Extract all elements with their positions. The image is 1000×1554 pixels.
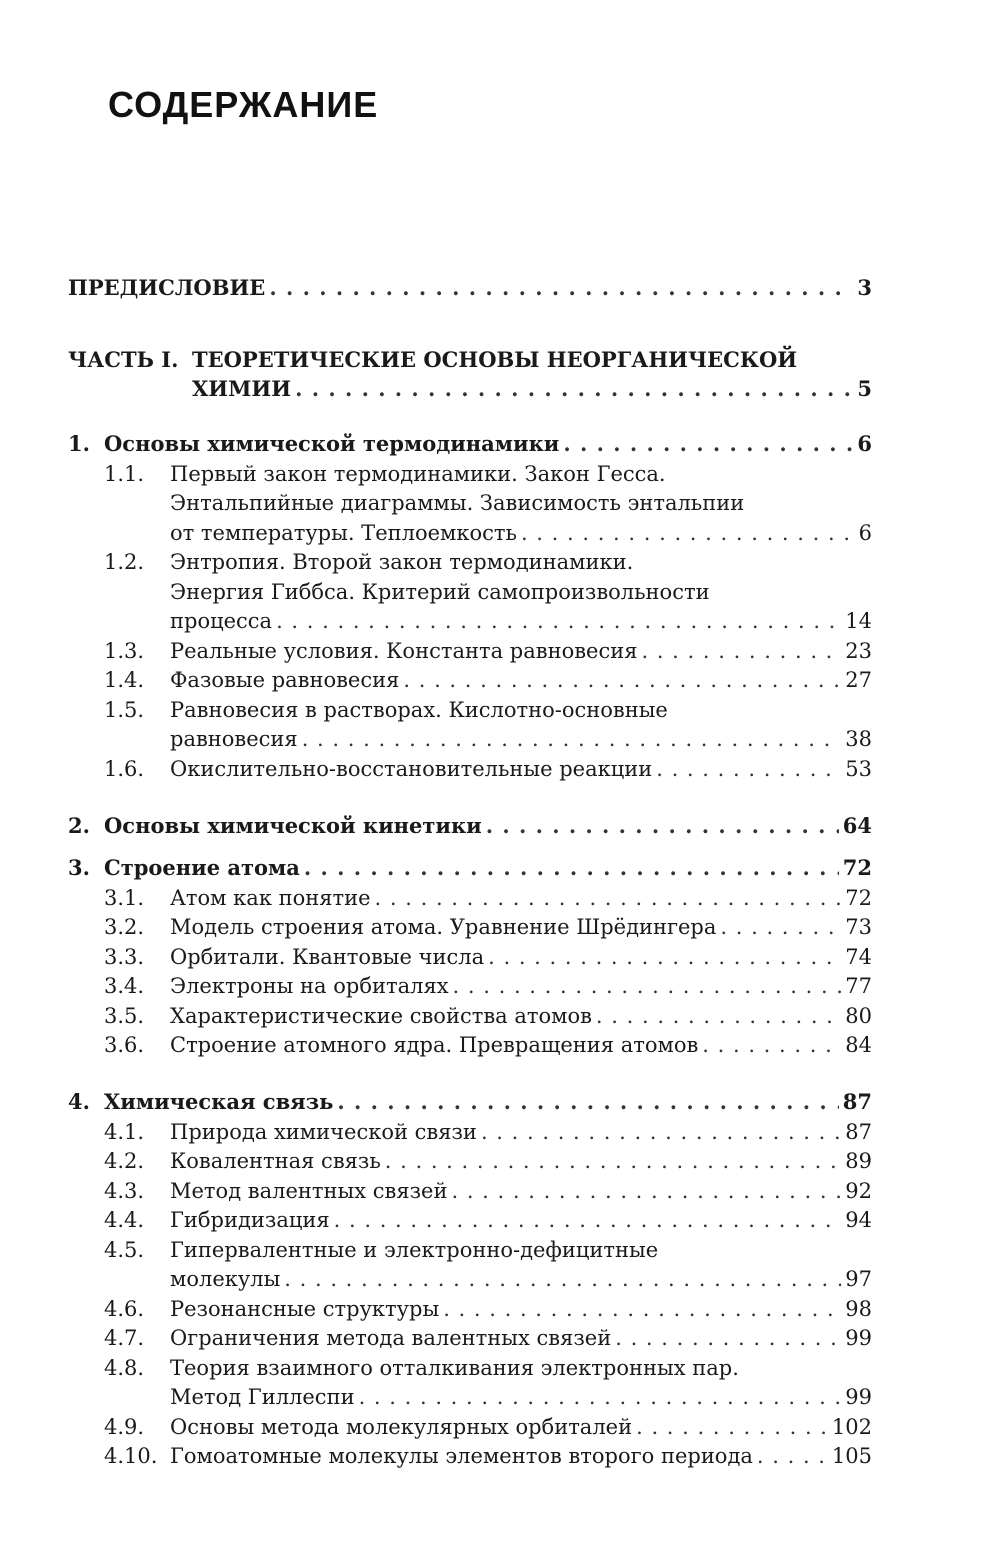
toc-section-4-3[interactable]	[170, 1179, 872, 1203]
toc-chapter-3[interactable]	[104, 856, 872, 880]
leader-dots	[615, 1326, 841, 1350]
chapter-number: 1.	[68, 431, 90, 456]
section-number: 3.6.	[104, 1033, 145, 1057]
section-title-line: Первый закон термодинамики. Закон Гесса.	[170, 461, 666, 486]
toc-entry-label: Резонансные структуры	[170, 1296, 440, 1321]
toc-page-number: 3	[857, 275, 872, 300]
toc-page-number: 80	[845, 1003, 872, 1028]
toc-entry-label: от температуры. Теплоемкость	[170, 520, 517, 545]
toc-section-1-5[interactable]	[170, 727, 872, 751]
toc-entry-preface[interactable]	[68, 276, 872, 300]
toc-chapter-4[interactable]	[104, 1090, 872, 1114]
part-label: ЧАСТЬ I.	[68, 347, 179, 372]
toc-entry-label: Химическая связь	[104, 1089, 334, 1114]
toc-page-number: 87	[845, 1119, 872, 1144]
toc-section-1-4[interactable]	[170, 668, 872, 692]
toc-section-4-10[interactable]	[170, 1444, 872, 1468]
section-number: 1.3.	[104, 638, 145, 663]
toc-page-number: 5	[857, 376, 872, 401]
section-number: 4.5.	[104, 1237, 145, 1262]
toc-chapter-2[interactable]	[104, 814, 872, 838]
leader-dots	[304, 856, 839, 880]
toc-page-number: 73	[845, 915, 872, 939]
chapter-number: 3.	[68, 855, 90, 880]
toc-entry-label: Фазовые равновесия	[170, 668, 400, 692]
toc-section-4-1[interactable]	[170, 1120, 872, 1144]
section-number: 3.1.	[104, 885, 145, 910]
toc-section-1-3[interactable]	[170, 639, 872, 663]
section-number: 3.3.	[104, 944, 145, 969]
section-title-line: Энтальпийные диаграммы. Зависимость энтальпии	[170, 491, 745, 515]
toc-page-number: 53	[845, 756, 872, 781]
section-number: 4.9.	[104, 1414, 145, 1439]
toc-entry-label: Строение атомного ядра. Превращения атомов	[170, 1033, 699, 1057]
leader-dots	[521, 521, 855, 545]
leader-dots	[302, 727, 842, 751]
toc-entry-label: Гомоатомные молекулы элементов второго периода	[170, 1444, 753, 1468]
toc-entry-label: Орбитали. Квантовые числа	[170, 944, 485, 969]
leader-dots	[284, 1267, 841, 1291]
toc-page-number: 64	[842, 813, 872, 838]
toc-page-number: 98	[845, 1296, 872, 1321]
chapter-number: 2.	[68, 813, 90, 838]
section-title-line: Равновесия в растворах. Кислотно-основные	[170, 697, 668, 722]
toc-page-number: 27	[845, 668, 872, 692]
section-number: 3.4.	[104, 974, 145, 998]
leader-dots	[720, 915, 841, 939]
toc-page-number: 72	[842, 855, 872, 880]
leader-dots	[481, 1120, 841, 1144]
toc-page-number: 102	[831, 1414, 872, 1439]
toc-page-number: 97	[845, 1267, 872, 1291]
section-number: 1.1.	[104, 461, 145, 486]
section-number: 3.2.	[104, 915, 145, 939]
leader-dots	[757, 1444, 828, 1468]
toc-section-4-8[interactable]	[170, 1385, 872, 1409]
section-number: 1.2.	[104, 550, 145, 574]
toc-section-4-5[interactable]	[170, 1267, 872, 1291]
toc-entry-label: Основы метода молекулярных орбиталей	[170, 1414, 633, 1439]
section-number: 3.5.	[104, 1003, 145, 1028]
section-title-line: Энтропия. Второй закон термодинамики.	[170, 550, 634, 574]
toc-section-1-1[interactable]	[170, 521, 872, 545]
leader-dots	[596, 1004, 841, 1028]
toc-entry-label: Окислительно-восстановительные реакции	[170, 756, 653, 781]
toc-section-4-2[interactable]	[170, 1149, 872, 1173]
toc-entry-label: Характеристические свойства атомов	[170, 1003, 592, 1028]
section-title-line: Гипервалентные и электронно-дефицитные	[170, 1237, 659, 1262]
toc-entry-label: Модель строения атома. Уравнение Шрёдингера	[170, 915, 717, 939]
toc-chapter-1[interactable]	[104, 432, 872, 456]
leader-dots	[385, 1149, 841, 1173]
toc-entry-label: Реальные условия. Константа равновесия	[170, 638, 638, 663]
section-title-line: Теория взаимного отталкивания электронных пар.	[170, 1355, 739, 1380]
leader-dots	[334, 1208, 842, 1232]
toc-section-1-2[interactable]	[170, 609, 872, 633]
toc-entry-label: Гибридизация	[170, 1208, 330, 1232]
toc-section-3-4[interactable]	[170, 974, 872, 998]
toc-entry-label: Электроны на орбиталях	[170, 974, 449, 998]
page-title: СОДЕРЖАНИЕ	[108, 84, 379, 125]
toc-entry-label: молекулы	[170, 1267, 281, 1291]
toc-page-number: 77	[845, 974, 872, 998]
leader-dots	[276, 609, 841, 633]
toc-entry-label: Основы химической кинетики	[104, 813, 482, 838]
toc-entry-label: Атом как понятие	[170, 885, 371, 910]
toc-section-4-6[interactable]	[170, 1297, 872, 1321]
section-number: 4.10.	[104, 1444, 158, 1468]
leader-dots	[702, 1033, 841, 1057]
toc-entry-label: Ковалентная связь	[170, 1149, 381, 1173]
toc-page-number: 72	[845, 885, 872, 910]
toc-page-number: 14	[845, 609, 872, 633]
toc-entry-label: ПРЕДИСЛОВИЕ	[68, 275, 266, 300]
toc-page-number: 89	[845, 1149, 872, 1173]
toc-section-4-9[interactable]	[170, 1415, 872, 1439]
toc-section-1-6[interactable]	[170, 757, 872, 781]
toc-page-number: 105	[831, 1444, 872, 1468]
toc-entry-label: Строение атома	[104, 855, 300, 880]
toc-page-number: 94	[845, 1208, 872, 1232]
leader-dots	[563, 432, 853, 456]
toc-entry-label: Основы химической термодинамики	[104, 431, 560, 456]
section-number: 4.1.	[104, 1119, 145, 1144]
toc-page-number: 6	[858, 520, 872, 545]
toc-entry-label: Метод валентных связей	[170, 1178, 448, 1203]
toc-entry-label: Ограничения метода валентных связей	[170, 1326, 612, 1350]
toc-entry-label: Метод Гиллеспи	[170, 1385, 355, 1409]
section-number: 4.4.	[104, 1208, 145, 1232]
toc-page-number: 38	[845, 727, 872, 751]
leader-dots	[641, 639, 841, 663]
toc-page-number: 84	[845, 1033, 872, 1057]
section-number: 4.6.	[104, 1296, 145, 1321]
toc-page-number: 74	[845, 944, 872, 969]
section-number: 1.6.	[104, 756, 145, 781]
section-number: 1.4.	[104, 668, 145, 692]
chapter-number: 4.	[68, 1089, 90, 1114]
leader-dots	[375, 886, 842, 910]
part-title-line: ТЕОРЕТИЧЕСКИЕ ОСНОВЫ НЕОРГАНИЧЕСКОЙ	[192, 347, 798, 372]
toc-page-number: 92	[845, 1178, 872, 1203]
toc-entry-label: ХИМИИ	[192, 376, 292, 401]
leader-dots	[636, 1415, 828, 1439]
leader-dots	[486, 814, 839, 838]
section-number: 4.3.	[104, 1178, 145, 1203]
toc-page-number: 6	[857, 431, 872, 456]
leader-dots	[453, 974, 842, 998]
toc-page-number: 23	[845, 638, 872, 663]
leader-dots	[443, 1297, 841, 1321]
toc-page-number: 99	[845, 1385, 872, 1409]
leader-dots	[403, 668, 841, 692]
toc-section-3-3[interactable]	[170, 945, 872, 969]
toc-page-number: 87	[842, 1089, 872, 1114]
section-number: 4.7.	[104, 1326, 145, 1350]
toc-section-4-4[interactable]	[170, 1208, 872, 1232]
toc-page-number: 99	[845, 1326, 872, 1350]
leader-dots	[359, 1385, 842, 1409]
leader-dots	[269, 276, 853, 300]
toc-entry-label: процесса	[170, 609, 273, 633]
toc-section-3-2[interactable]	[170, 915, 872, 939]
toc-section-3-1[interactable]	[170, 886, 872, 910]
toc-section-3-6[interactable]	[170, 1033, 872, 1057]
section-title-line: Энергия Гиббса. Критерий самопроизвольности	[170, 579, 710, 604]
leader-dots	[656, 757, 841, 781]
leader-dots	[451, 1179, 841, 1203]
section-number: 4.8.	[104, 1355, 145, 1380]
toc-entry-part1[interactable]	[192, 377, 872, 401]
section-number: 1.5.	[104, 697, 145, 722]
leader-dots	[488, 945, 841, 969]
toc-entry-label: Природа химической связи	[170, 1119, 477, 1144]
section-number: 4.2.	[104, 1149, 145, 1173]
leader-dots	[337, 1090, 838, 1114]
leader-dots	[295, 377, 853, 401]
toc-entry-label: равновесия	[170, 727, 298, 751]
toc-section-4-7[interactable]	[170, 1326, 872, 1350]
toc-section-3-5[interactable]	[170, 1004, 872, 1028]
